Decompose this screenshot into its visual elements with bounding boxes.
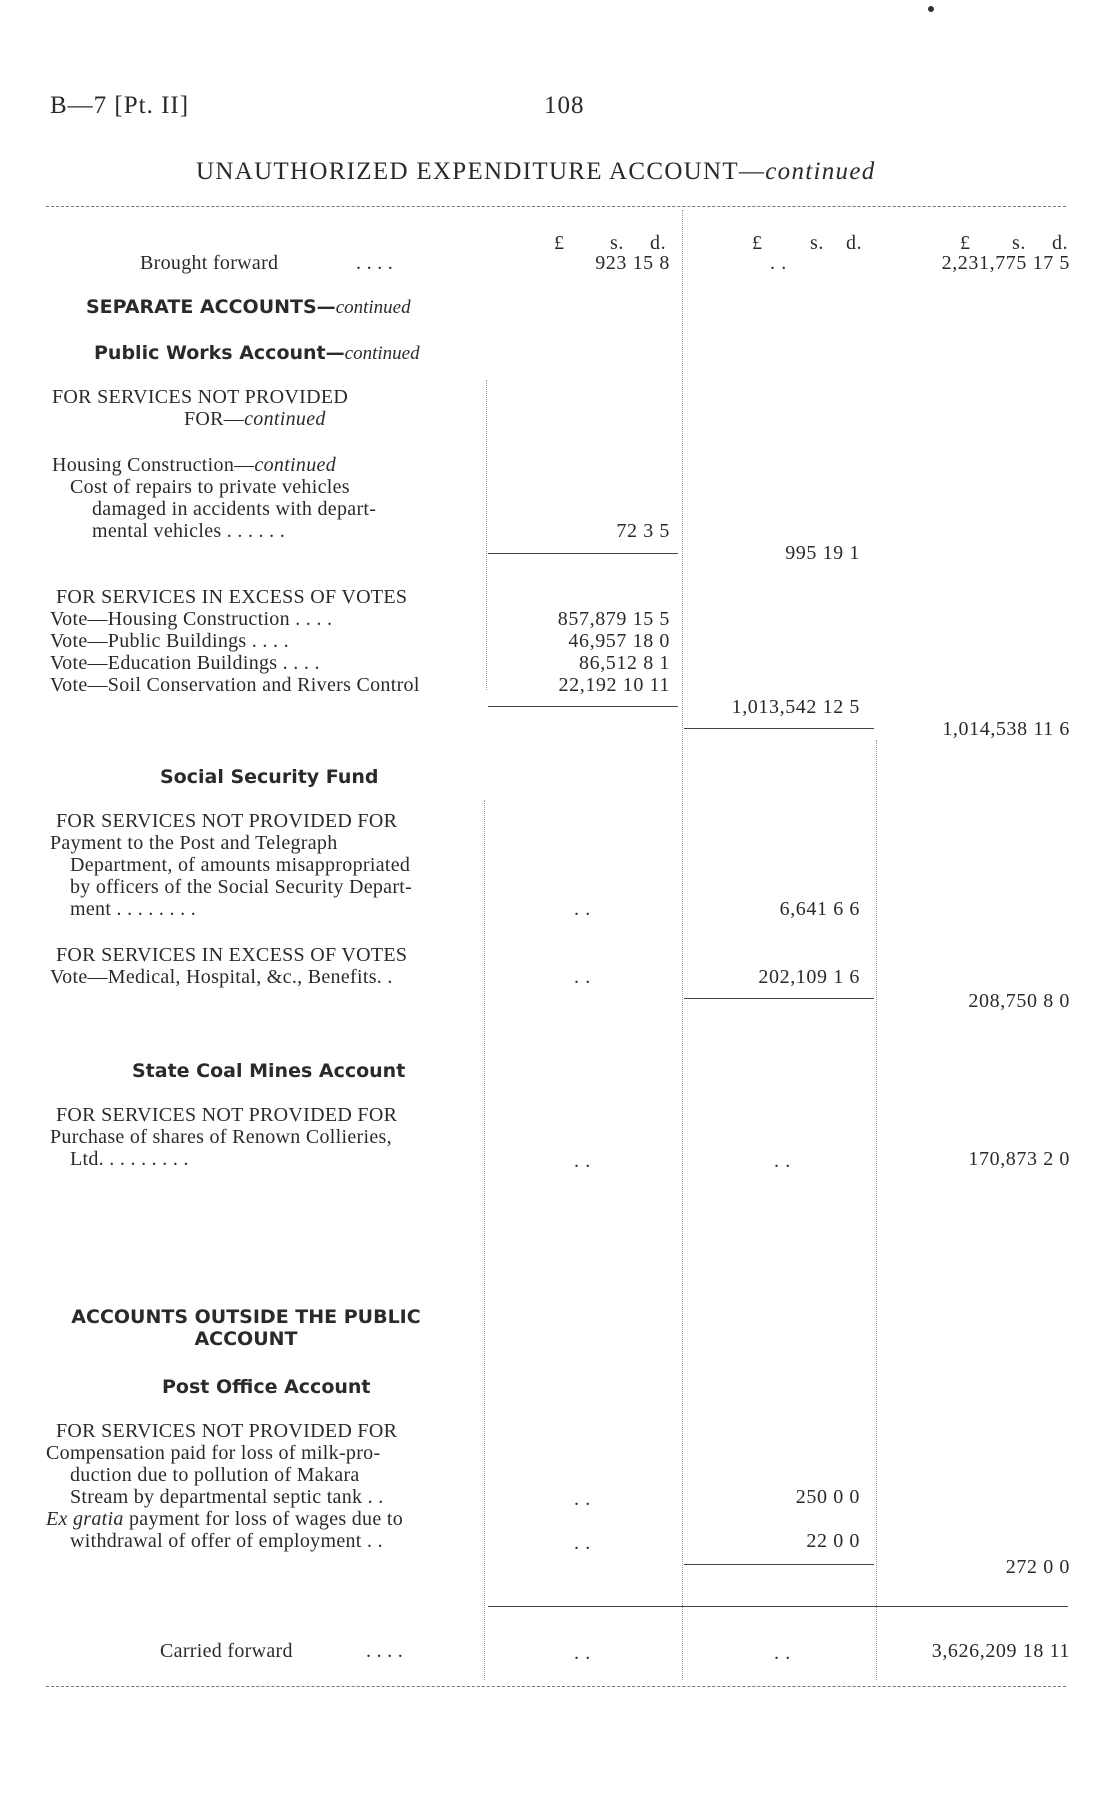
ss-payment-col1: . . xyxy=(574,898,591,920)
cost-repairs-col1: 72 3 5 xyxy=(616,520,670,542)
services-np-line2: FOR—continued xyxy=(184,408,326,430)
col-sep-3 xyxy=(876,740,877,1680)
page-title xyxy=(196,158,876,186)
ss-excess-heading: FOR SERVICES IN EXCESS OF VOTES xyxy=(56,944,408,966)
ss-medical-col2: 202,109 1 6 xyxy=(758,966,860,988)
col-sep-1 xyxy=(486,380,487,690)
social-security-heading: Social Security Fund xyxy=(160,766,379,788)
ss-payment-col2: 6,641 6 6 xyxy=(779,898,860,920)
ss-payment-l2: Department, of amounts misappropriated xyxy=(70,854,411,876)
post-office-heading: Post Office Account xyxy=(162,1376,371,1398)
coal-l1: Purchase of shares of Renown Collieries, xyxy=(50,1126,392,1148)
po-comp-l3: Stream by departmental septic tank . . xyxy=(70,1486,384,1508)
carried-forward-col1: . . xyxy=(574,1642,591,1664)
coal-col3: 170,873 2 0 xyxy=(968,1148,1070,1170)
excess-votes-heading: FOR SERVICES IN EXCESS OF VOTES xyxy=(56,586,408,608)
coal-col2: . . xyxy=(774,1150,791,1172)
bottom-rule xyxy=(46,1686,1066,1687)
public-works-heading: Public Works Account—continued xyxy=(94,342,420,364)
page-title-main: UNAUTHORIZED EXPENDITURE ACCOUNT— xyxy=(196,158,766,185)
po-exgratia-l2: withdrawal of offer of employment . . xyxy=(70,1530,383,1552)
brought-forward-col1: 923 15 8 xyxy=(595,252,670,274)
page-number: 108 xyxy=(544,92,585,119)
vote-soil-value: 22,192 10 11 xyxy=(558,674,670,696)
po-np-heading: FOR SERVICES NOT PROVIDED FOR xyxy=(56,1420,398,1442)
po-comp-l1: Compensation paid for loss of milk-pro- xyxy=(46,1442,381,1464)
brought-forward-col2: . . xyxy=(770,252,787,274)
carried-forward-col3: 3,626,209 18 11 xyxy=(931,1640,1070,1662)
vote-public-buildings-label: Vote—Public Buildings . . . . xyxy=(50,630,289,652)
coal-mines-heading: State Coal Mines Account xyxy=(132,1060,406,1082)
ss-np-heading: FOR SERVICES NOT PROVIDED FOR xyxy=(56,810,398,832)
rule-col1-a xyxy=(488,553,678,554)
col-sep-0 xyxy=(484,800,485,1680)
po-exgratia-col2: 22 0 0 xyxy=(806,1530,860,1552)
excess-votes-subtotal: 1,013,542 12 5 xyxy=(731,696,860,718)
carried-forward-dots: . . . . xyxy=(366,1640,404,1662)
rule-carried-top xyxy=(488,1606,1068,1607)
outside-heading-l2: ACCOUNT xyxy=(194,1328,298,1350)
po-exgratia-l1: Ex gratia payment for loss of wages due to xyxy=(46,1508,403,1530)
ss-payment-l4: ment . . . . . . . . xyxy=(70,898,196,920)
po-comp-col1: . . xyxy=(574,1488,591,1510)
rule-col2-b xyxy=(684,998,874,999)
excess-votes-total: 1,014,538 11 6 xyxy=(942,718,1070,740)
ss-payment-l1: Payment to the Post and Telegraph xyxy=(50,832,338,854)
vote-housing-label: Vote—Housing Construction . . . . xyxy=(50,608,333,630)
services-np-line1: FOR SERVICES NOT PROVIDED xyxy=(52,386,349,408)
vote-soil-label: Vote—Soil Conservation and Rivers Control xyxy=(50,674,420,696)
vote-housing-value: 857,879 15 5 xyxy=(557,608,670,630)
vote-education-value: 86,512 8 1 xyxy=(579,652,670,674)
top-rule xyxy=(46,206,1066,207)
cost-repairs-l3: mental vehicles . . . . . . xyxy=(92,520,286,542)
page-speck xyxy=(928,6,934,12)
po-comp-col2: 250 0 0 xyxy=(795,1486,860,1508)
ss-medical-label: Vote—Medical, Hospital, &c., Benefits. . xyxy=(50,966,393,988)
cost-repairs-col2: 995 19 1 xyxy=(785,542,860,564)
page-reference: B—7 [Pt. II] xyxy=(50,92,190,119)
coal-np-heading: FOR SERVICES NOT PROVIDED FOR xyxy=(56,1104,398,1126)
ss-payment-l3: by officers of the Social Security Depart- xyxy=(70,876,413,898)
carried-forward-label: Carried forward xyxy=(160,1640,293,1662)
ss-medical-col1: . . xyxy=(574,966,591,988)
carried-forward-col2: . . xyxy=(774,1642,791,1664)
brought-forward-label: Brought forward xyxy=(140,252,279,274)
vote-public-buildings-value: 46,957 18 0 xyxy=(568,630,670,652)
cost-repairs-l1: Cost of repairs to private vehicles xyxy=(70,476,350,498)
po-exgratia-col1: . . xyxy=(574,1532,591,1554)
coal-col1: . . xyxy=(574,1150,591,1172)
po-total: 272 0 0 xyxy=(1005,1556,1070,1578)
brought-forward-dots: . . . . xyxy=(356,252,394,274)
coal-l2: Ltd. . . . . . . . . xyxy=(70,1148,189,1170)
outside-heading-l1: ACCOUNTS OUTSIDE THE PUBLIC xyxy=(71,1306,421,1328)
rule-col2-c xyxy=(684,1564,874,1565)
col-sep-2 xyxy=(682,210,683,1680)
rule-col2-a xyxy=(684,728,874,729)
ss-total: 208,750 8 0 xyxy=(968,990,1070,1012)
housing-construction-heading: Housing Construction—continued xyxy=(52,454,336,476)
separate-accounts-heading: SEPARATE ACCOUNTS—continued xyxy=(86,296,411,318)
page-title-cont: continued xyxy=(765,158,876,185)
rule-col1-b xyxy=(488,706,678,707)
vote-education-label: Vote—Education Buildings . . . . xyxy=(50,652,320,674)
po-comp-l2: duction due to pollution of Makara xyxy=(70,1464,360,1486)
brought-forward-col3: 2,231,775 17 5 xyxy=(941,252,1070,274)
cost-repairs-l2: damaged in accidents with depart- xyxy=(92,498,377,520)
